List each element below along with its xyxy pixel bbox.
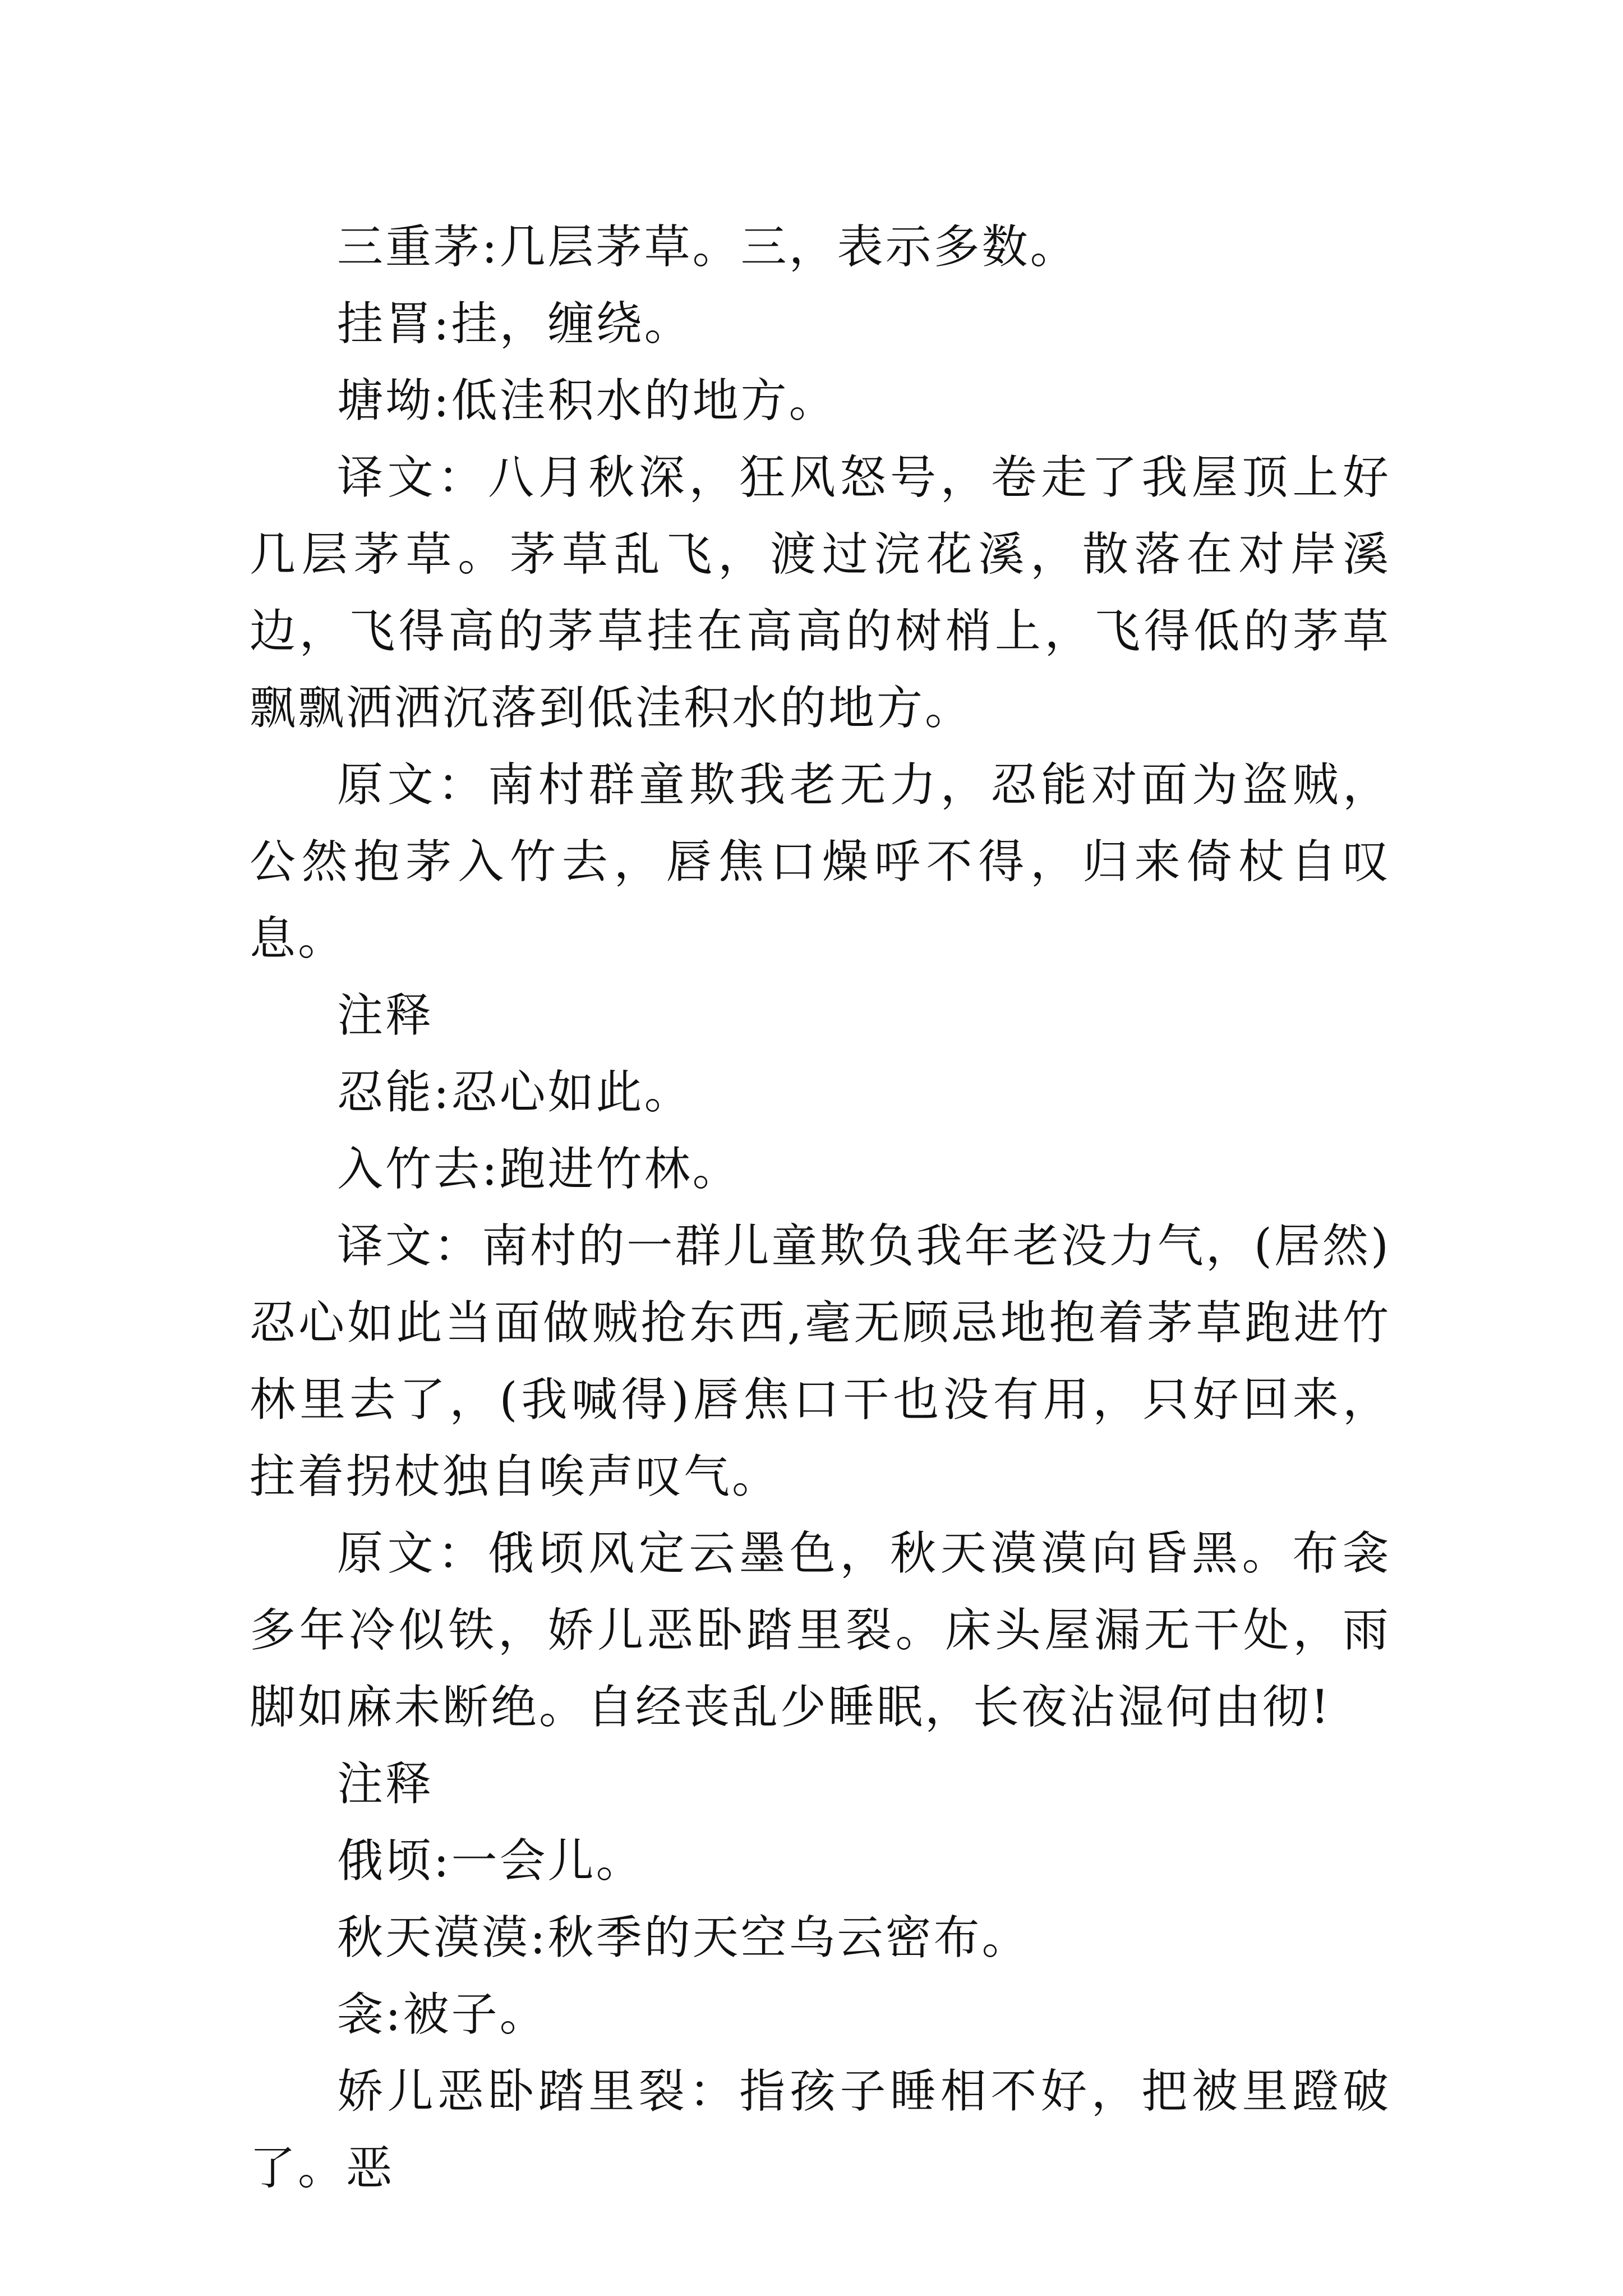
annotation-ru-zhu-qu: 入竹去:跑进竹林。	[337, 1143, 741, 1196]
annotation-qiu-tian-mo-mo: 秋天漠漠:秋季的天空乌云密布。	[337, 1911, 1030, 1964]
annotation-tang-ao: 塘坳:低洼积水的地方。	[337, 374, 837, 427]
annotation-san-chong-mao: 三重茅:几层茅草。三，表示多数。	[337, 220, 1078, 274]
translation-paragraph-1: 译文：八月秋深，狂风怒号，卷走了我屋顶上好几层茅草。茅草乱飞，渡过浣花溪，散落在对岸溪边，飞得高的茅草挂在高高的树梢上，飞得低的茅草飘飘洒洒沉落到低洼积水的地方。	[250, 451, 1391, 735]
annotation-ren-neng: 忍能:忍心如此。	[337, 1066, 693, 1119]
annotation-e-qing: 俄顷:一会儿。	[337, 1834, 644, 1888]
original-text-paragraph-3: 原文：俄顷风定云墨色，秋天漠漠向昏黑。布衾多年冷似铁，娇儿恶卧踏里裂。床头屋漏无干处，雨脚如麻未断绝。自经丧乱少睡眠，长夜沾湿何由彻!	[250, 1527, 1391, 1734]
translation-paragraph-2: 译文：南村的一群儿童欺负我年老没力气，(居然)忍心如此当面做贼抢东西,毫无顾忌地抱着茅草跑进竹林里去了，(我喊得)唇焦口干也没有用，只好回来，拄着拐杖独自唉声叹气。	[250, 1220, 1391, 1503]
annotation-heading-3: 注释	[337, 1757, 434, 1811]
annotation-jiao-er-e-wo: 娇儿恶卧踏里裂：指孩子睡相不好，把被里蹬破了。恶	[250, 2065, 1391, 2195]
annotation-qin: 衾:被子。	[337, 1988, 548, 2041]
original-text-paragraph-2: 原文：南村群童欺我老无力，忍能对面为盗贼，公然抱茅入竹去，唇焦口燥呼不得，归来倚杖自叹息。	[250, 758, 1391, 965]
annotation-gua-juan: 挂罥:挂，缠绕。	[337, 297, 693, 351]
annotation-heading-2: 注释	[337, 989, 434, 1042]
document-body	[250, 209, 1391, 2207]
